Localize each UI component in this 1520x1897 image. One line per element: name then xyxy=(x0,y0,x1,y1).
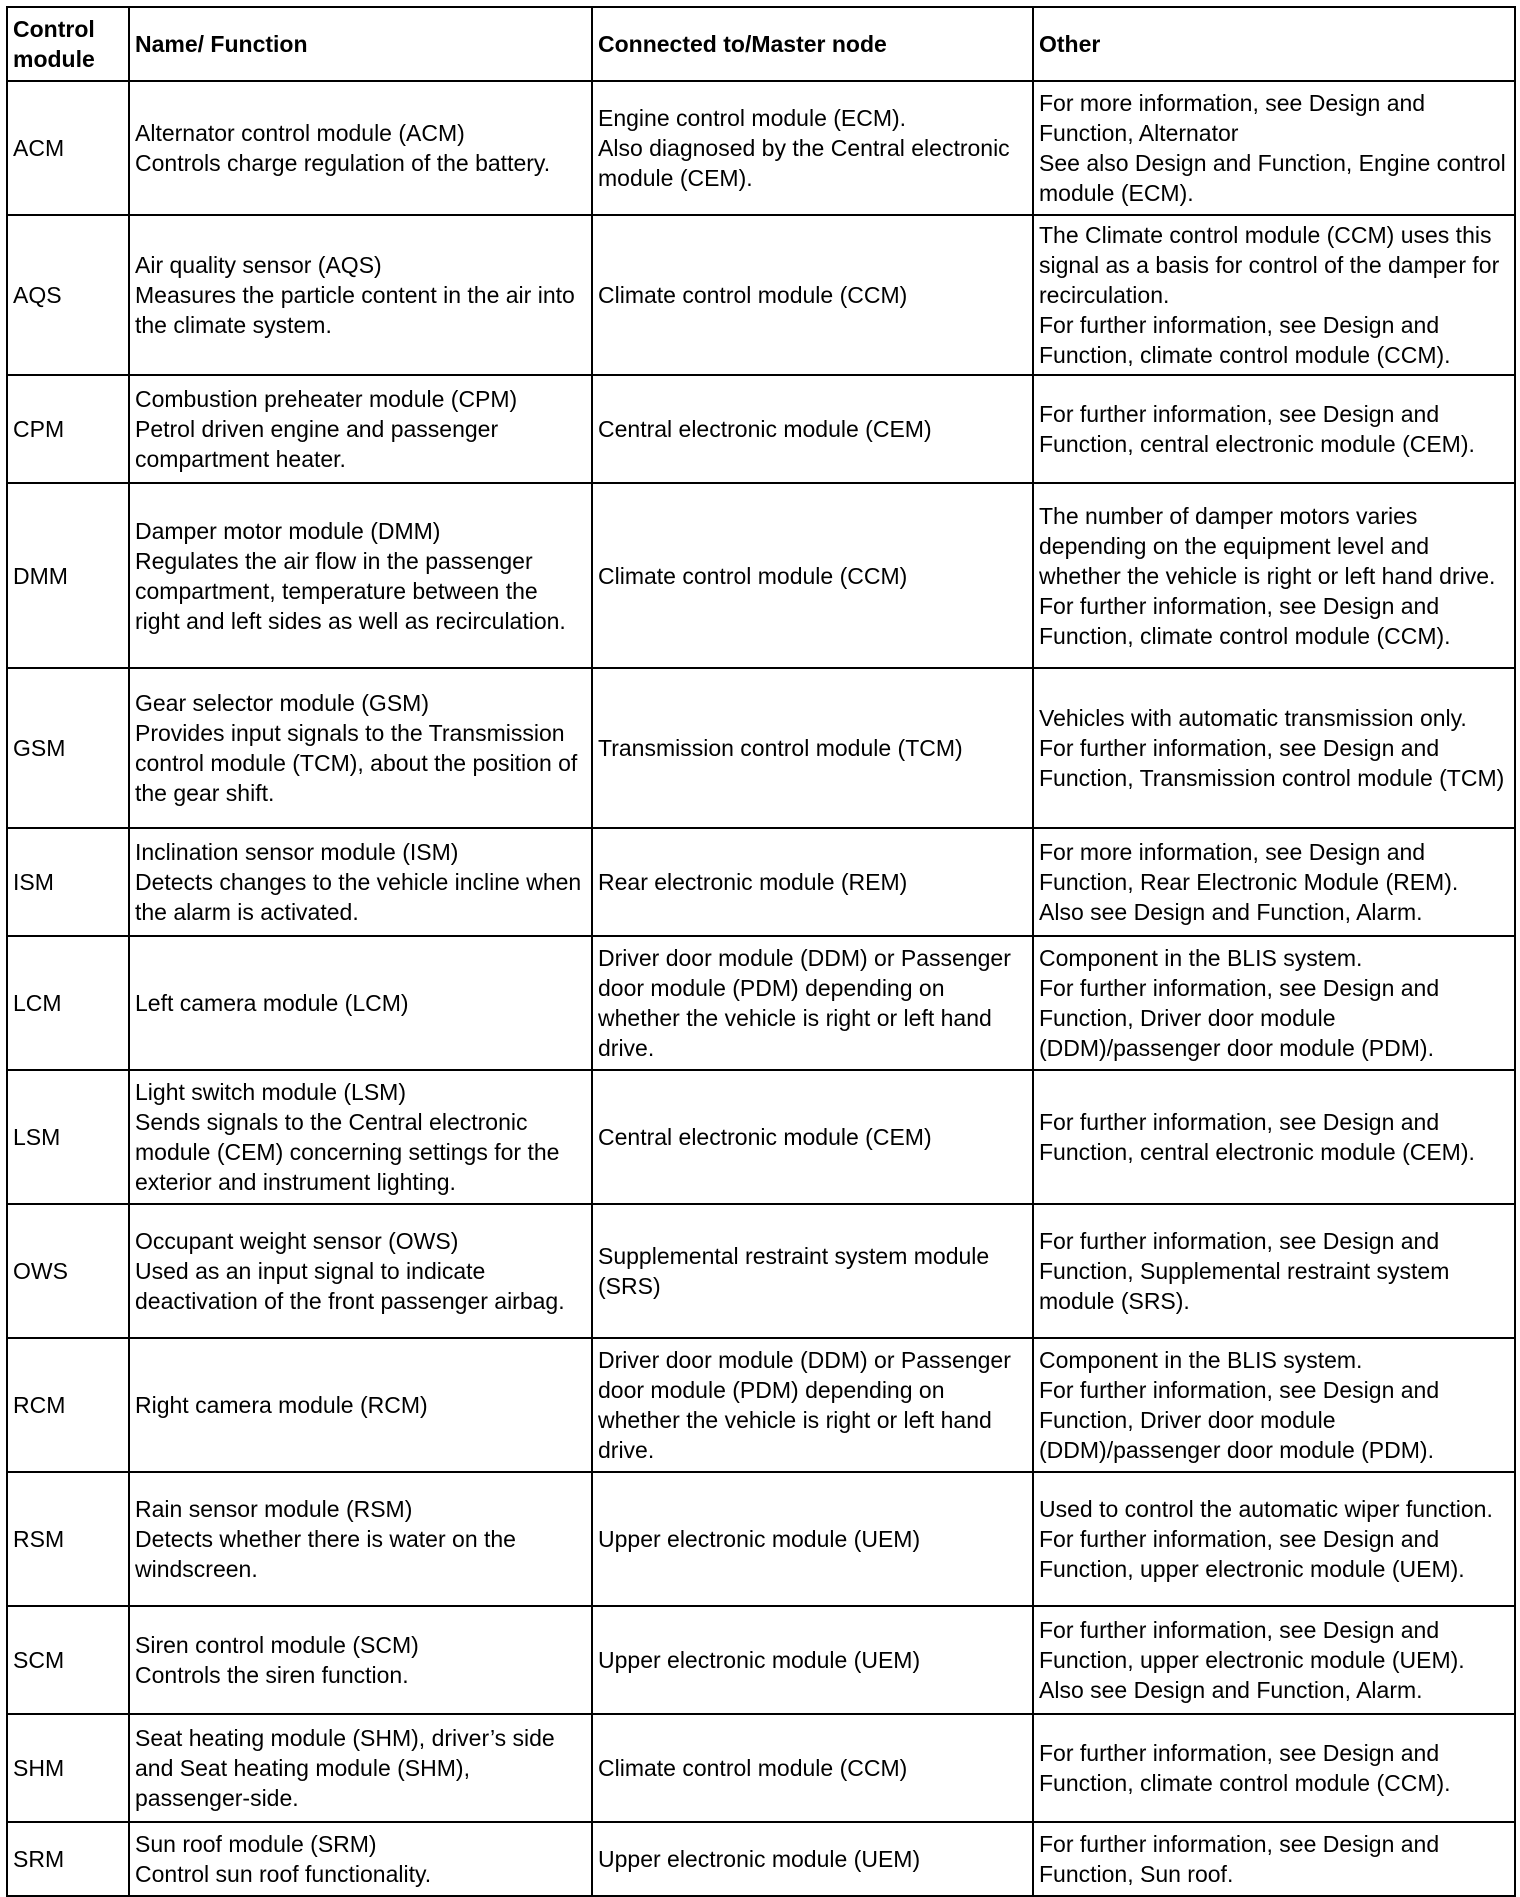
table-row xyxy=(7,936,1515,1070)
name-function-cell: Right camera module (RCM) xyxy=(129,1338,592,1472)
other-cell: For more information, see Design and Function, Alternator See also Design and Function, Engine control module (ECM). xyxy=(1033,81,1515,215)
header-connected-master-node: Connected to/Master node xyxy=(592,7,1033,81)
module-code: LCM xyxy=(7,936,129,1070)
other-cell: Component in the BLIS system. For further information, see Design and Function, Driver door module (DDM)/passenger door module (PDM). xyxy=(1033,936,1515,1070)
connected-cell: Driver door module (DDM) or Passenger door module (PDM) depending on whether the vehicle is right or left hand drive. xyxy=(592,936,1033,1070)
name-function-cell: Sun roof module (SRM) Control sun roof functionality. xyxy=(129,1822,592,1896)
table-row xyxy=(7,81,1515,215)
module-code: CPM xyxy=(7,375,129,483)
connected-cell: Supplemental restraint system module (SRS) xyxy=(592,1204,1033,1338)
connected-cell: Climate control module (CCM) xyxy=(592,1714,1033,1822)
module-code: OWS xyxy=(7,1204,129,1338)
other-cell: For further information, see Design and Function, central electronic module (CEM). xyxy=(1033,1070,1515,1204)
other-cell: The Climate control module (CCM) uses this signal as a basis for control of the damper for recirculation. For further information, see Design and Function, climate control module (CCM). xyxy=(1033,215,1515,375)
table-row xyxy=(7,1472,1515,1606)
other-cell: For further information, see Design and Function, Supplemental restraint system module (SRS). xyxy=(1033,1204,1515,1338)
connected-cell: Climate control module (CCM) xyxy=(592,215,1033,375)
other-cell: Component in the BLIS system. For further information, see Design and Function, Driver door module (DDM)/passenger door module (PDM). xyxy=(1033,1338,1515,1472)
connected-cell: Central electronic module (CEM) xyxy=(592,375,1033,483)
name-function-cell: Combustion preheater module (CPM) Petrol driven engine and passenger compartment heater. xyxy=(129,375,592,483)
header-other: Other xyxy=(1033,7,1515,81)
module-code: ISM xyxy=(7,828,129,936)
module-code: AQS xyxy=(7,215,129,375)
other-cell: For further information, see Design and Function, climate control module (CCM). xyxy=(1033,1714,1515,1822)
name-function-cell: Gear selector module (GSM) Provides input signals to the Transmission control module (TCM), about the position of the gear shift. xyxy=(129,668,592,828)
table-row xyxy=(7,1606,1515,1714)
module-code: LSM xyxy=(7,1070,129,1204)
connected-cell: Engine control module (ECM). Also diagnosed by the Central electronic module (CEM). xyxy=(592,81,1033,215)
table-row xyxy=(7,215,1515,375)
name-function-cell: Left camera module (LCM) xyxy=(129,936,592,1070)
other-cell: Used to control the automatic wiper function. For further information, see Design and Function, upper electronic module (UEM). xyxy=(1033,1472,1515,1606)
header-row xyxy=(7,7,1515,81)
header-control-module: Control module xyxy=(7,7,129,81)
module-code: ACM xyxy=(7,81,129,215)
other-cell: The number of damper motors varies depending on the equipment level and whether the vehicle is right or left hand drive. For further information, see Design and Function, climate control module (CCM). xyxy=(1033,483,1515,668)
table-row xyxy=(7,668,1515,828)
name-function-cell: Light switch module (LSM) Sends signals to the Central electronic module (CEM) concerning settings for the exterior and instrument lighting. xyxy=(129,1070,592,1204)
module-code: SHM xyxy=(7,1714,129,1822)
name-function-cell: Siren control module (SCM) Controls the siren function. xyxy=(129,1606,592,1714)
connected-cell: Driver door module (DDM) or Passenger door module (PDM) depending on whether the vehicle is right or left hand drive. xyxy=(592,1338,1033,1472)
name-function-cell: Seat heating module (SHM), driver’s side and Seat heating module (SHM), passenger-side. xyxy=(129,1714,592,1822)
name-function-cell: Inclination sensor module (ISM) Detects changes to the vehicle incline when the alarm is activated. xyxy=(129,828,592,936)
other-cell: For more information, see Design and Function, Rear Electronic Module (REM). Also see Design and Function, Alarm. xyxy=(1033,828,1515,936)
connected-cell: Upper electronic module (UEM) xyxy=(592,1606,1033,1714)
module-code: RCM xyxy=(7,1338,129,1472)
name-function-cell: Alternator control module (ACM) Controls charge regulation of the battery. xyxy=(129,81,592,215)
other-cell: Vehicles with automatic transmission only. For further information, see Design and Function, Transmission control module (TCM) xyxy=(1033,668,1515,828)
table-row xyxy=(7,828,1515,936)
connected-cell: Upper electronic module (UEM) xyxy=(592,1822,1033,1896)
module-code: DMM xyxy=(7,483,129,668)
table-row xyxy=(7,1070,1515,1204)
header-name-function: Name/ Function xyxy=(129,7,592,81)
table-row xyxy=(7,1338,1515,1472)
module-code: SRM xyxy=(7,1822,129,1896)
control-module-table xyxy=(6,6,1516,1897)
module-code: GSM xyxy=(7,668,129,828)
other-cell: For further information, see Design and Function, upper electronic module (UEM). Also see Design and Function, Alarm. xyxy=(1033,1606,1515,1714)
connected-cell: Transmission control module (TCM) xyxy=(592,668,1033,828)
connected-cell: Central electronic module (CEM) xyxy=(592,1070,1033,1204)
table-row xyxy=(7,1822,1515,1896)
table-row xyxy=(7,1204,1515,1338)
connected-cell: Climate control module (CCM) xyxy=(592,483,1033,668)
name-function-cell: Damper motor module (DMM) Regulates the air flow in the passenger compartment, temperature between the right and left sides as well as recirculation. xyxy=(129,483,592,668)
name-function-cell: Occupant weight sensor (OWS) Used as an input signal to indicate deactivation of the front passenger airbag. xyxy=(129,1204,592,1338)
other-cell: For further information, see Design and Function, Sun roof. xyxy=(1033,1822,1515,1896)
module-code: RSM xyxy=(7,1472,129,1606)
table-row xyxy=(7,483,1515,668)
table-row xyxy=(7,1714,1515,1822)
name-function-cell: Rain sensor module (RSM) Detects whether there is water on the windscreen. xyxy=(129,1472,592,1606)
connected-cell: Upper electronic module (UEM) xyxy=(592,1472,1033,1606)
name-function-cell: Air quality sensor (AQS) Measures the particle content in the air into the climate system. xyxy=(129,215,592,375)
table-row xyxy=(7,375,1515,483)
connected-cell: Rear electronic module (REM) xyxy=(592,828,1033,936)
other-cell: For further information, see Design and Function, central electronic module (CEM). xyxy=(1033,375,1515,483)
module-code: SCM xyxy=(7,1606,129,1714)
